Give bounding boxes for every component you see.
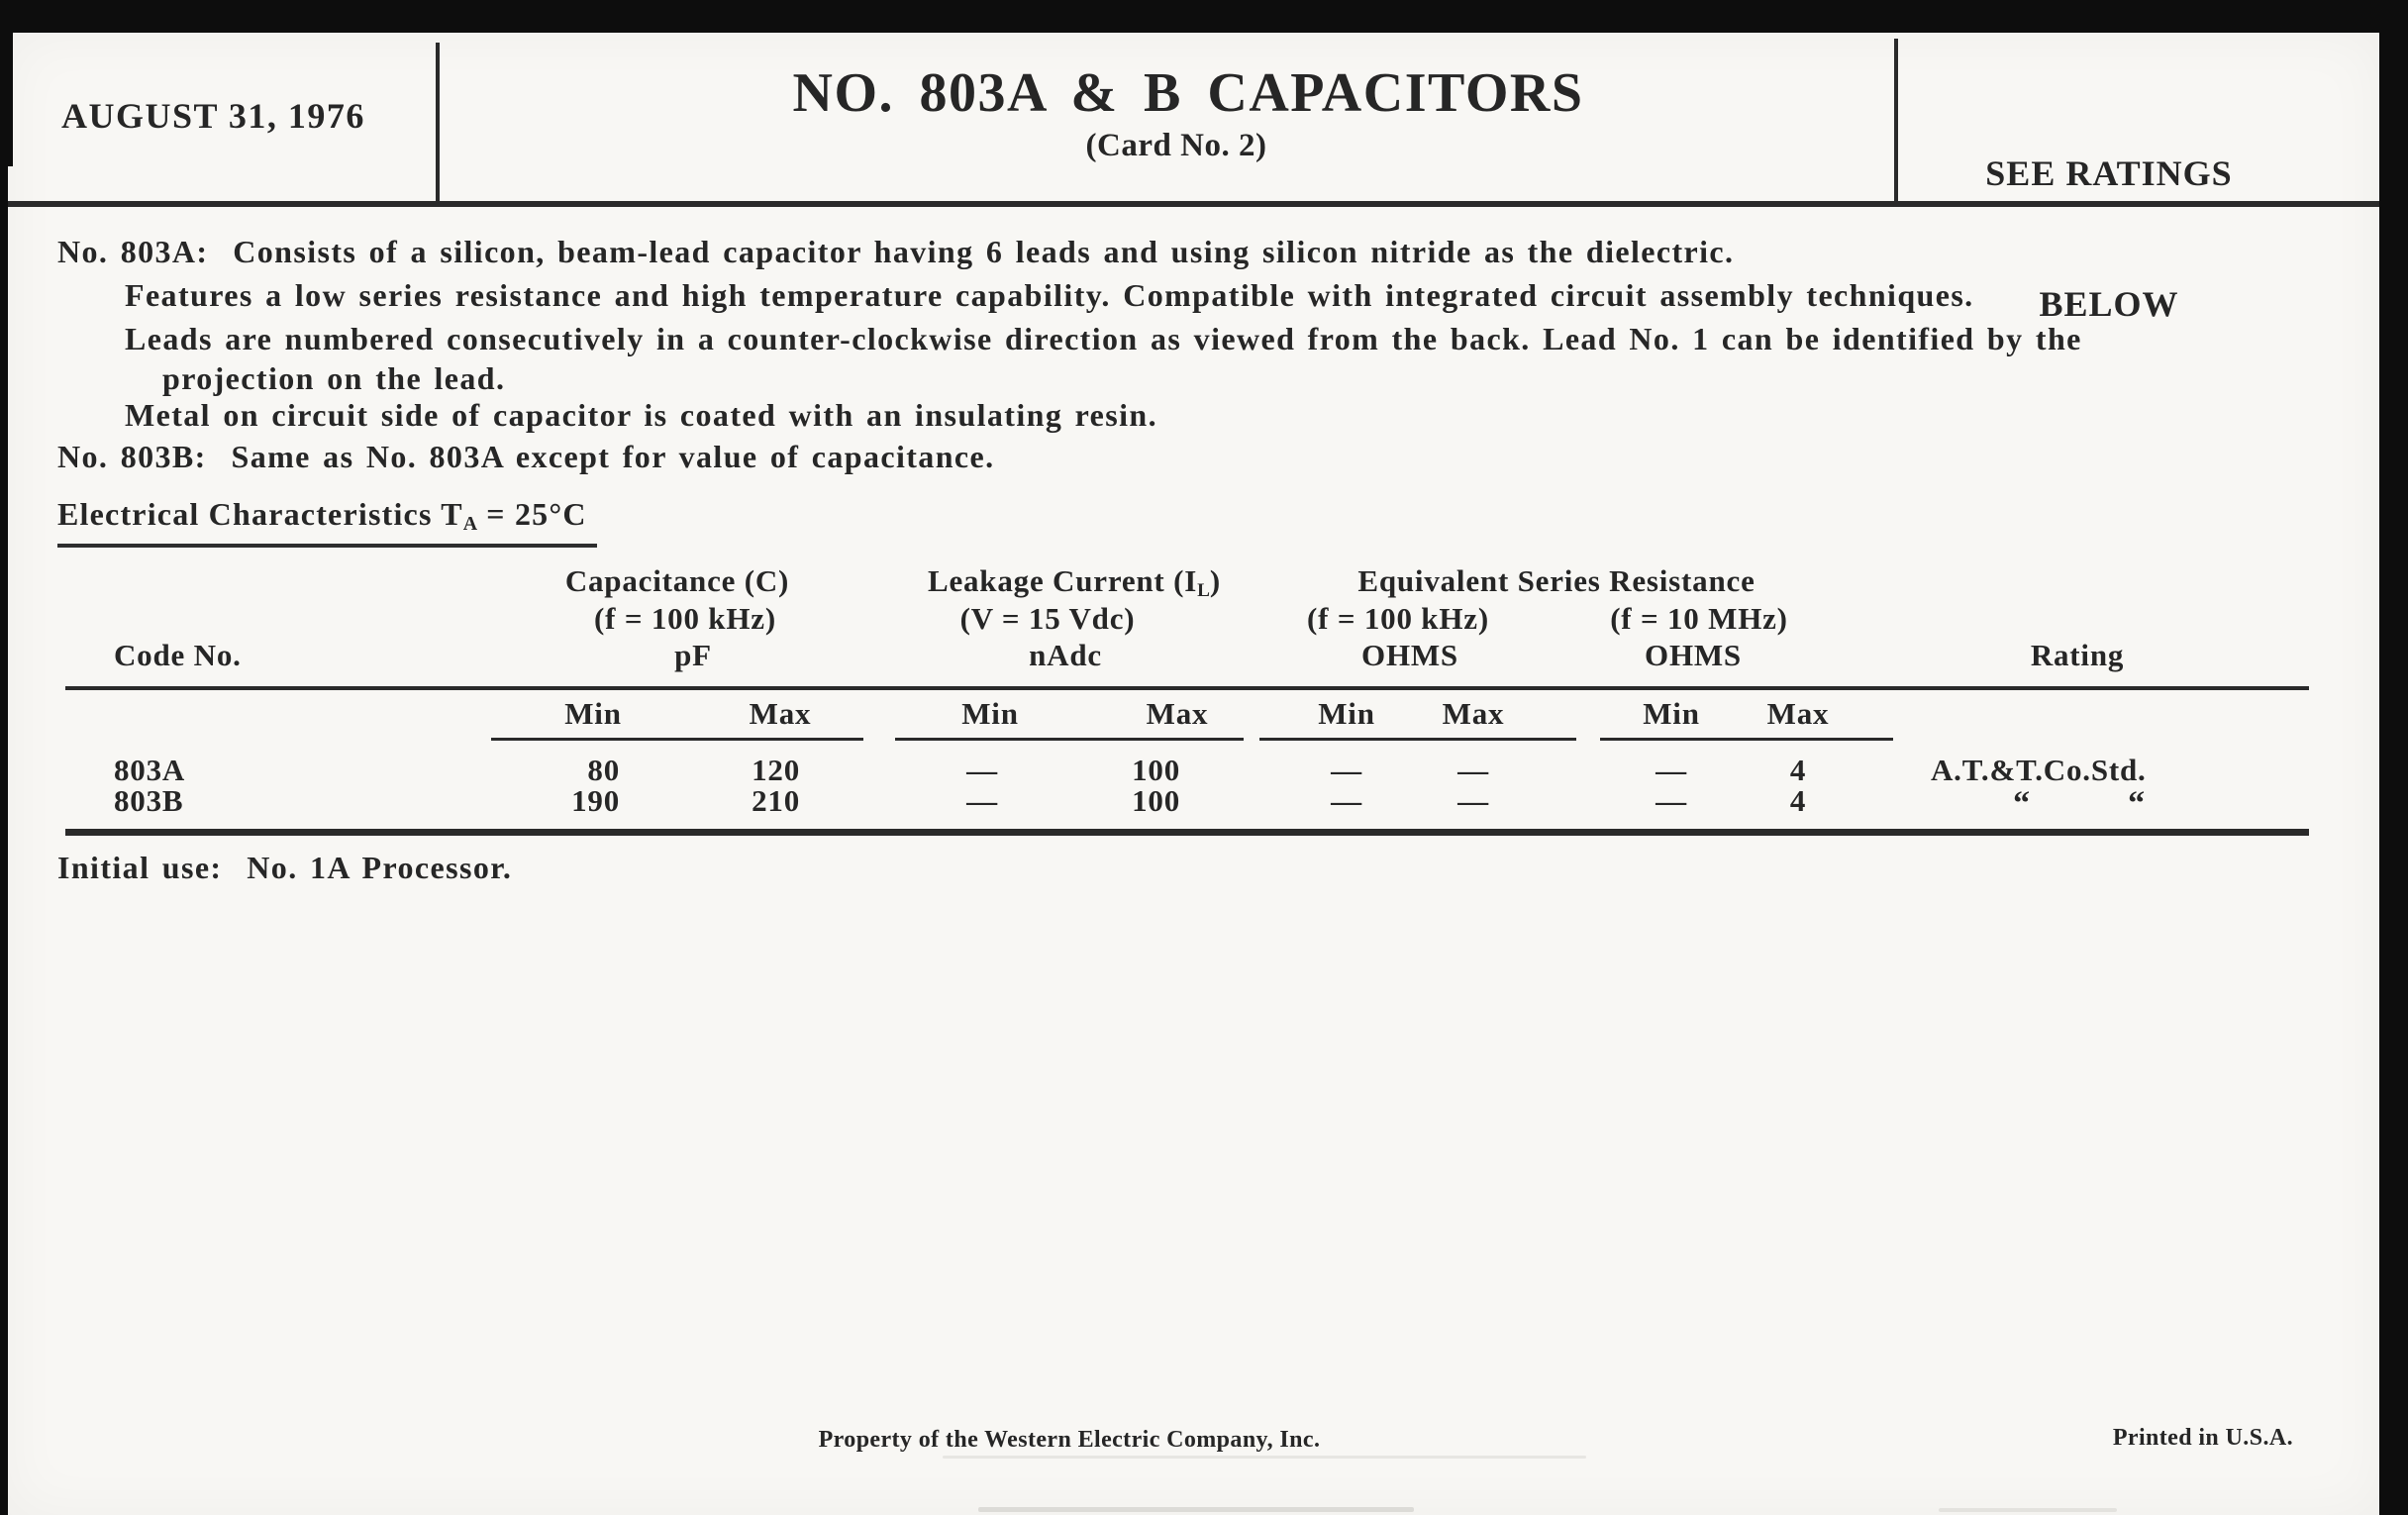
esr100-group-underline: [1259, 738, 1576, 741]
col-esr-unit-10mhz: OHMS: [1645, 638, 1742, 672]
row-803b-leak-max: 100: [1132, 783, 1180, 818]
col-leakage-title: [928, 564, 1221, 601]
footer-printed-note: Printed in U.S.A.: [2112, 1425, 2293, 1451]
initial-use-note: Initial use: No. 1A Processor.: [57, 850, 513, 885]
leakage-title-text: Leakage Current (I: [927, 563, 1198, 598]
esr10-group-underline: [1600, 738, 1893, 741]
leak-min-header: Min: [961, 696, 1019, 731]
section-heading: [57, 497, 597, 548]
table-top-rule: [65, 686, 2309, 690]
col-esr-condition-100khz: (f = 100 kHz): [1307, 601, 1489, 636]
footer-property-note: Property of the Western Electric Company, Inc.: [818, 1427, 1321, 1453]
ratings-note-line2: BELOW: [2039, 284, 2179, 324]
scan-smudge-top: [943, 1456, 1586, 1459]
row-803b-cap-max: 210: [752, 783, 800, 818]
col-rating-header: Rating: [2030, 638, 2125, 672]
row-803b-code: 803B: [114, 783, 184, 818]
description-line-metal: Metal on circuit side of capacitor is coated with an insulating resin.: [125, 397, 1157, 433]
page-title: NO. 803A & B CAPACITORS: [792, 62, 1584, 124]
leakage-title-subscript: L: [1197, 579, 1210, 601]
row-803b-esr10-max: 4: [1789, 783, 1807, 818]
esr10-min-header: Min: [1643, 696, 1700, 731]
leakage-title-close: ): [1209, 563, 1222, 598]
header-divider-right: [1894, 39, 1898, 203]
section-heading-text: Electrical Characteristics T: [57, 496, 463, 532]
col-esr-condition-10mhz: (f = 10 MHz): [1610, 601, 1788, 636]
description-line-leads: Leads are numbered consecutively in a counter-clockwise direction as viewed from the back. Lead No. 1 can be identified by the: [125, 321, 2082, 356]
col-capacitance-unit: pF: [674, 638, 712, 672]
ratings-note-line1: SEE RATINGS: [1985, 153, 2233, 193]
row-803a-esr10-max: 4: [1789, 753, 1807, 787]
row-803b-rating-ditto-left: “: [2013, 785, 2031, 822]
col-capacitance-condition: (f = 100 kHz): [594, 601, 776, 636]
row-803a-esr100-max: —: [1457, 753, 1489, 787]
ratings-note: [1960, 64, 2258, 413]
description-line-803a: No. 803A: Consists of a silicon, beam-lead capacitor having 6 leads and using silicon nitride as the dielectric.: [57, 234, 1735, 269]
col-code-header: Code No.: [114, 638, 242, 672]
leak-group-underline: [895, 738, 1244, 741]
esr10-max-header: Max: [1766, 696, 1830, 731]
row-803a-esr10-min: —: [1656, 753, 1687, 787]
row-803b-rating-ditto-right: “: [2128, 785, 2146, 822]
header-divider-left: [436, 43, 440, 203]
issue-date: AUGUST 31, 1976: [61, 96, 365, 136]
col-esr-unit-100khz: OHMS: [1361, 638, 1458, 672]
row-803a-rating: A.T.&T.Co.Std.: [1931, 753, 2147, 787]
row-803b-esr100-min: —: [1331, 783, 1362, 818]
row-803a-cap-min: 80: [587, 753, 620, 787]
leak-max-header: Max: [1146, 696, 1209, 731]
cap-max-header: Max: [749, 696, 812, 731]
col-capacitance-title: Capacitance (C): [564, 563, 790, 598]
row-803a-code: 803A: [114, 753, 186, 787]
col-leakage-unit: nAdc: [1029, 638, 1102, 672]
description-line-features: Features a low series resistance and high temperature capability. Compatible with integrated circuit assembly techniques.: [125, 277, 1974, 313]
col-leakage-condition: (V = 15 Vdc): [959, 601, 1136, 636]
section-heading-subscript: A: [462, 512, 478, 535]
cap-group-underline: [491, 738, 863, 741]
description-line-803b: No. 803B: Same as No. 803A except for value of capacitance.: [57, 439, 995, 474]
page-subtitle: (Card No. 2): [1085, 128, 1267, 163]
row-803a-leak-max: 100: [1132, 753, 1180, 787]
cap-min-header: Min: [564, 696, 622, 731]
row-803a-esr100-min: —: [1331, 753, 1362, 787]
paper-card: [8, 33, 2379, 1515]
row-803b-esr100-max: —: [1457, 783, 1489, 818]
header-rule: [8, 201, 2379, 207]
row-803a-cap-max: 120: [752, 753, 800, 787]
row-803a-leak-min: —: [966, 753, 998, 787]
scan-smudge-bottom-right: [1939, 1508, 2117, 1512]
scan-border-corner: [0, 0, 13, 166]
section-heading-value: = 25°C: [477, 496, 587, 532]
table-bottom-rule: [65, 829, 2309, 836]
col-esr-title: Equivalent Series Resistance: [1357, 563, 1756, 598]
row-803b-esr10-min: —: [1656, 783, 1687, 818]
description-line-projection: projection on the lead.: [162, 360, 506, 396]
row-803b-cap-min: 190: [571, 783, 620, 818]
row-803b-leak-min: —: [966, 783, 998, 818]
scan-smudge-bottom-left: [978, 1507, 1414, 1512]
esr100-max-header: Max: [1442, 696, 1505, 731]
esr100-min-header: Min: [1318, 696, 1375, 731]
